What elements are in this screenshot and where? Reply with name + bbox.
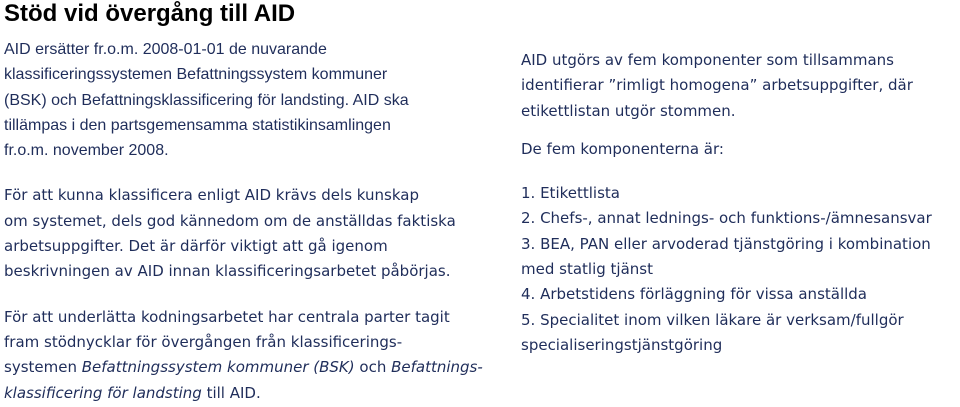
text-line: AID ersätter fr.o.m. 2008-01-01 de nuvarande [4,41,327,58]
text-line: tillämpas i den partsgemensamma statistikinsamlingen [4,116,391,134]
list-item: 5. Specialitet inom vilken läkare är verksam/fullgör [521,310,904,329]
right-column [521,48,960,358]
text-line: fram stödnycklar för övergången från klassificerings- [4,332,403,351]
text-line: fr.o.m. november 2008. [4,142,169,160]
text-line: AID utgörs av fem komponenter som tillsammans [521,51,894,69]
text-segment: till AID. [201,383,261,402]
text-segment: systemen [4,358,82,377]
components-list [521,181,960,358]
components-intro [521,48,960,124]
support-keys-paragraph [4,305,484,406]
components-heading: De fem komponenterna är: [521,139,724,158]
italic-term: Befattningssystem kommuner (BSK) [81,358,355,377]
text-line: etikettlistan utgör stommen. [521,101,736,120]
text-line: beskrivningen av AID innan klassificeringsarbetet påbörjas. [4,262,451,281]
text-line: För att kunna klassificera enligt AID krävs dels kunskap [4,186,419,205]
text-line: identifierar ”rimligt homogena” arbetsuppgifter, där [521,76,913,95]
list-item: 3. BEA, PAN eller arvoderad tjänstgöring i kombination [521,234,931,253]
text-line: För att underlätta kodningsarbetet har centrala parter tagit [4,307,450,326]
text-line [4,381,484,406]
text-segment: och [354,358,392,377]
list-item: 2. Chefs-, annat lednings- och funktions-/ämnesansvar [521,209,932,228]
page-title: Stöd vid övergång till AID [4,0,296,27]
text-line: arbetsuppgifter. Det är därför viktigt att gå igenom [4,237,388,256]
left-column [4,37,484,406]
intro-paragraph [4,37,484,163]
list-item: 4. Arbetstidens förläggning för vissa anställda [521,285,868,304]
italic-term: klassificering för landsting [4,383,202,402]
text-line: (BSK) och Befattningsklassificering för landsting. AID ska [4,91,409,109]
italic-term: Befattnings- [391,358,483,377]
text-line [4,355,484,380]
list-item: specialiseringstjänstgöring [521,335,723,354]
requirements-paragraph [4,183,484,284]
text-line: klassificeringssystemen Befattningssystem kommuner [4,66,388,84]
list-item: 1. Etikettlista [521,184,620,203]
list-item: med statlig tjänst [521,260,653,279]
text-line: om systemet, dels god kännedom om de anställdas faktiska [4,211,456,230]
